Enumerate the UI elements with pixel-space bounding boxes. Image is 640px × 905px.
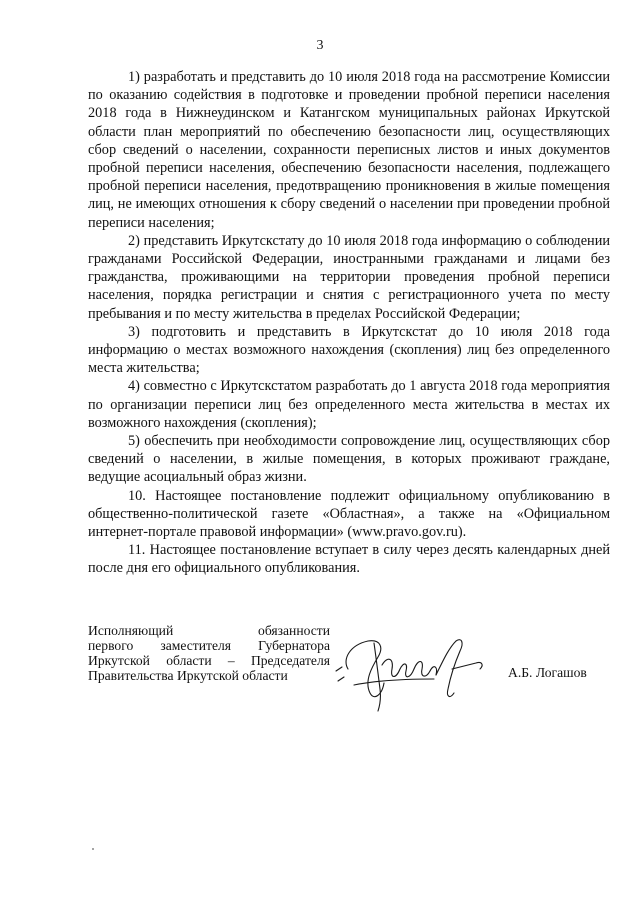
page-number: 3 [316,38,324,53]
signatory-title-line: Правительства Иркутской области [88,668,288,683]
signatory-title [88,623,330,683]
handwritten-signature [334,623,494,713]
paragraph-item-3: 3) подготовить и представить в Иркутскстат до 10 июля 2018 года информацию о местах возможного нахождения (скопления) лиц без определенного места жительства; [88,323,610,377]
paragraph-item-2: 2) представить Иркутскстату до 10 июля 2018 года информацию о соблюдении гражданами Российской Федерации, иностранными гражданами и лицами без гражданства, проживающими на территории проведения пробной переписи населения, порядка регистрации и снятия с регистрационного учета по месту пребывания и по месту жительства в пределах Российской Федерации; [88,232,610,322]
paragraph-item-4: 4) совместно с Иркутскстатом разработать до 1 августа 2018 года мероприятия по организации переписи лиц без определенного места жительства в местах их возможного нахождения (скопления); [88,378,610,431]
paragraph-clause-10: 10. Настоящее постановление подлежит официальному опубликованию в общественно-политической газете «Областная», а также на «Официальном интернет-портале правовой информации» (www.pravo.gov.ru). [88,487,610,541]
signatory-title-line: первого заместителя Губернатора [88,638,330,653]
scan-artifact-dot [92,848,94,850]
signature-block [88,623,610,713]
signatory-title-line: Исполняющий обязанности [88,623,330,638]
paragraph-item-1: 1) разработать и представить до 10 июля 2018 года на рассмотрение Комиссии по оказанию содействия в подготовке и проведении пробной переписи населения 2018 года в Нижнеудинском и Катангском муниципальных районах Иркутской области план мероприятий по обеспечению безопасности лиц, осуществляющих сбор сведений о населении, сохранности переписных листов и иных документов пробной переписи населения, обеспечению безопасности населения, подлежащего пробной переписи населения, предотвращению проникновения в жилые помещения лиц, не имеющих отношения к сбору сведений о населении при проведении пробной переписи населения; [88,69,610,231]
paragraph-clause-11: 11. Настоящее постановление вступает в силу через десять календарных дней после дня его официального опубликования. [88,542,610,577]
document-body [88,68,610,578]
signatory-title-line: Иркутской области – Председателя [88,653,330,668]
paragraph-item-5: 5) обеспечить при необходимости сопровождение лиц, осуществляющих сбор сведений о населении, в жилые помещения, в которых проживают граждане, ведущие асоциальный образ жизни. [88,433,610,486]
signatory-name: А.Б. Логашов [508,665,587,680]
